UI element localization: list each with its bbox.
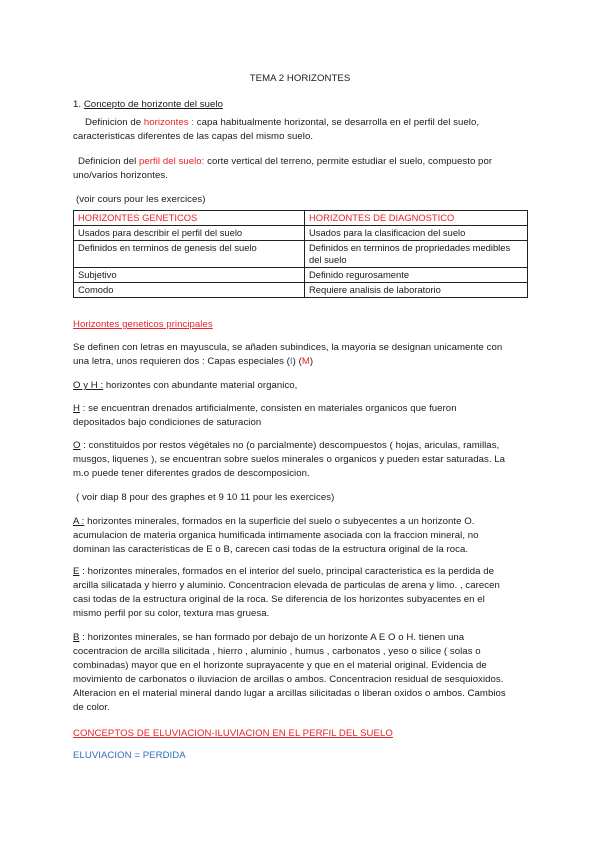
genetics-intro: Se definen con letras en mayuscula, se añaden subindices, la mayoria se designan unicamente con xyxy=(73,342,503,353)
table-cell: Definidos en terminos de genesis del suelo xyxy=(74,241,305,268)
table-cell: Usados para la clasificacion del suelo xyxy=(305,226,528,241)
table-header-row xyxy=(74,211,528,226)
table-row xyxy=(74,226,528,241)
horizon-a-cont: acumulacion de materia organica humificada intimamente asociada con la fraccion mineral, no xyxy=(73,530,479,541)
horizon-b-cont: Alteracion en el material mineral dando lugar a arcillas silicitadas o liberan oxidos o ambos. Cambios xyxy=(73,688,506,699)
genetics-intro-cont: una letra, unos requieren dos : Capas especiales (I) (M) xyxy=(73,356,314,367)
table-row xyxy=(74,283,528,298)
table-cell: Comodo xyxy=(74,283,305,298)
section-heading-text: Concepto de horizonte del suelo xyxy=(83,99,223,110)
eluviacion-definition: ELUVIACION = PERDIDA xyxy=(73,750,186,761)
definition-perfil-cont: uno/varios horizontes. xyxy=(73,170,168,181)
horizon-e-cont: mismo perfil por su color, textura mas gruesa. xyxy=(73,608,270,619)
horizon-e-cont: casi todas de la estructura original de la roca. Se diferencia de los horizontes subyacentes en el xyxy=(73,594,485,605)
table-cell: Definido regurosamente xyxy=(305,268,528,283)
page-title: TEMA 2 HORIZONTES xyxy=(249,73,351,84)
horizon-h-cont: depositados bajo condiciones de saturacion xyxy=(73,417,262,428)
horizon-o-cont: m.o puede tener diferentes grados de descomposicion. xyxy=(73,468,310,479)
horizon-b-cont: combinadas) mayor que en el horizonte suprayacente y que en el material original. Evidencia de xyxy=(73,660,487,671)
section-number: 1. xyxy=(73,99,82,110)
section-heading xyxy=(73,99,223,111)
horizon-a-cont: dominan las caracteristicas de E o B, carecen casi todas de la estructura original de la roca. xyxy=(73,544,469,555)
horizons-comparison-table xyxy=(73,210,528,298)
horizon-h: H : se encuentran drenados artificialmente, consisten en materiales organicos que fueron xyxy=(73,403,457,414)
genetics-heading: Horizontes geneticos principales xyxy=(73,319,213,330)
definition-horizontes: Definicion de horizontes : capa habitualmente horizontal, se desarrolla en el perfil del suelo, xyxy=(85,117,480,128)
term-horizontes: horizontes : xyxy=(143,117,195,128)
concepts-heading: CONCEPTOS DE ELUVIACION-ILUVIACION EN EL PERFIL DEL SUELO xyxy=(73,728,393,739)
horizon-oyh: O y H : horizontes con abundante material organico, xyxy=(73,380,298,391)
table-header: HORIZONTES DE DIAGNOSTICO xyxy=(305,211,528,226)
table-cell: Requiere analisis de laboratorio xyxy=(305,283,528,298)
table-cell: Subjetivo xyxy=(74,268,305,283)
horizon-b-cont: movimiento de carbonatos o iluviacion de arcillas o ambos. Concentracion residual de sesquioxidos. xyxy=(73,674,504,685)
horizon-e-cont: arcilla silicatada y hierro y aluminio. Concentracion elevada de particulas de arena y limo. , carecen xyxy=(73,580,500,591)
special-layer-m: M xyxy=(301,356,310,367)
horizon-b: B : horizontes minerales, se han formado por debajo de un horizonte A E O o H. tienen una xyxy=(73,632,465,643)
horizon-o: O : constituidos por restos végétales no (o parcialmente) descompuestos ( hojas, ariculas, ramillas, xyxy=(73,440,500,451)
term-perfil: perfil del suelo: xyxy=(139,156,205,167)
table-header: HORIZONTES GENETICOS xyxy=(74,211,305,226)
horizon-b-cont: de color. xyxy=(73,702,110,713)
table-cell: Usados para describir el perfil del suelo xyxy=(74,226,305,241)
diagram-note: ( voir diap 8 pour des graphes et 9 10 11 pour les exercices) xyxy=(76,492,335,503)
table-cell: Definidos en terminos de propriedades medibles del suelo xyxy=(305,241,528,268)
table-row xyxy=(74,241,528,268)
horizon-b-cont: cocentracion de arcilla silicitada , hierro , aluminio , humus , carbonatos , yeso o silice ( solas o xyxy=(73,646,481,657)
horizon-e: E : horizontes minerales, formados en el interior del suelo, principal caracteristica es la perdida de xyxy=(73,566,495,577)
table-row xyxy=(74,268,528,283)
horizon-o-cont: musgos, liquenes ), se encuentran sobre suelos minerales o organicos y pueden estar saturadas. La xyxy=(73,454,506,465)
exercise-note: (voir cours pour les exercices) xyxy=(76,194,206,205)
horizon-a: A : horizontes minerales, formados en la superficie del suelo o subyecentes a un horizonte O. xyxy=(73,516,475,527)
special-layer-i: I xyxy=(289,356,293,367)
definition-perfil: Definicion del perfil del suelo: corte vertical del terreno, permite estudiar el suelo, compuesto por xyxy=(78,156,493,167)
definition-horizontes-cont: caracteristicas diferentes de las capas del mismo suelo. xyxy=(73,131,314,142)
